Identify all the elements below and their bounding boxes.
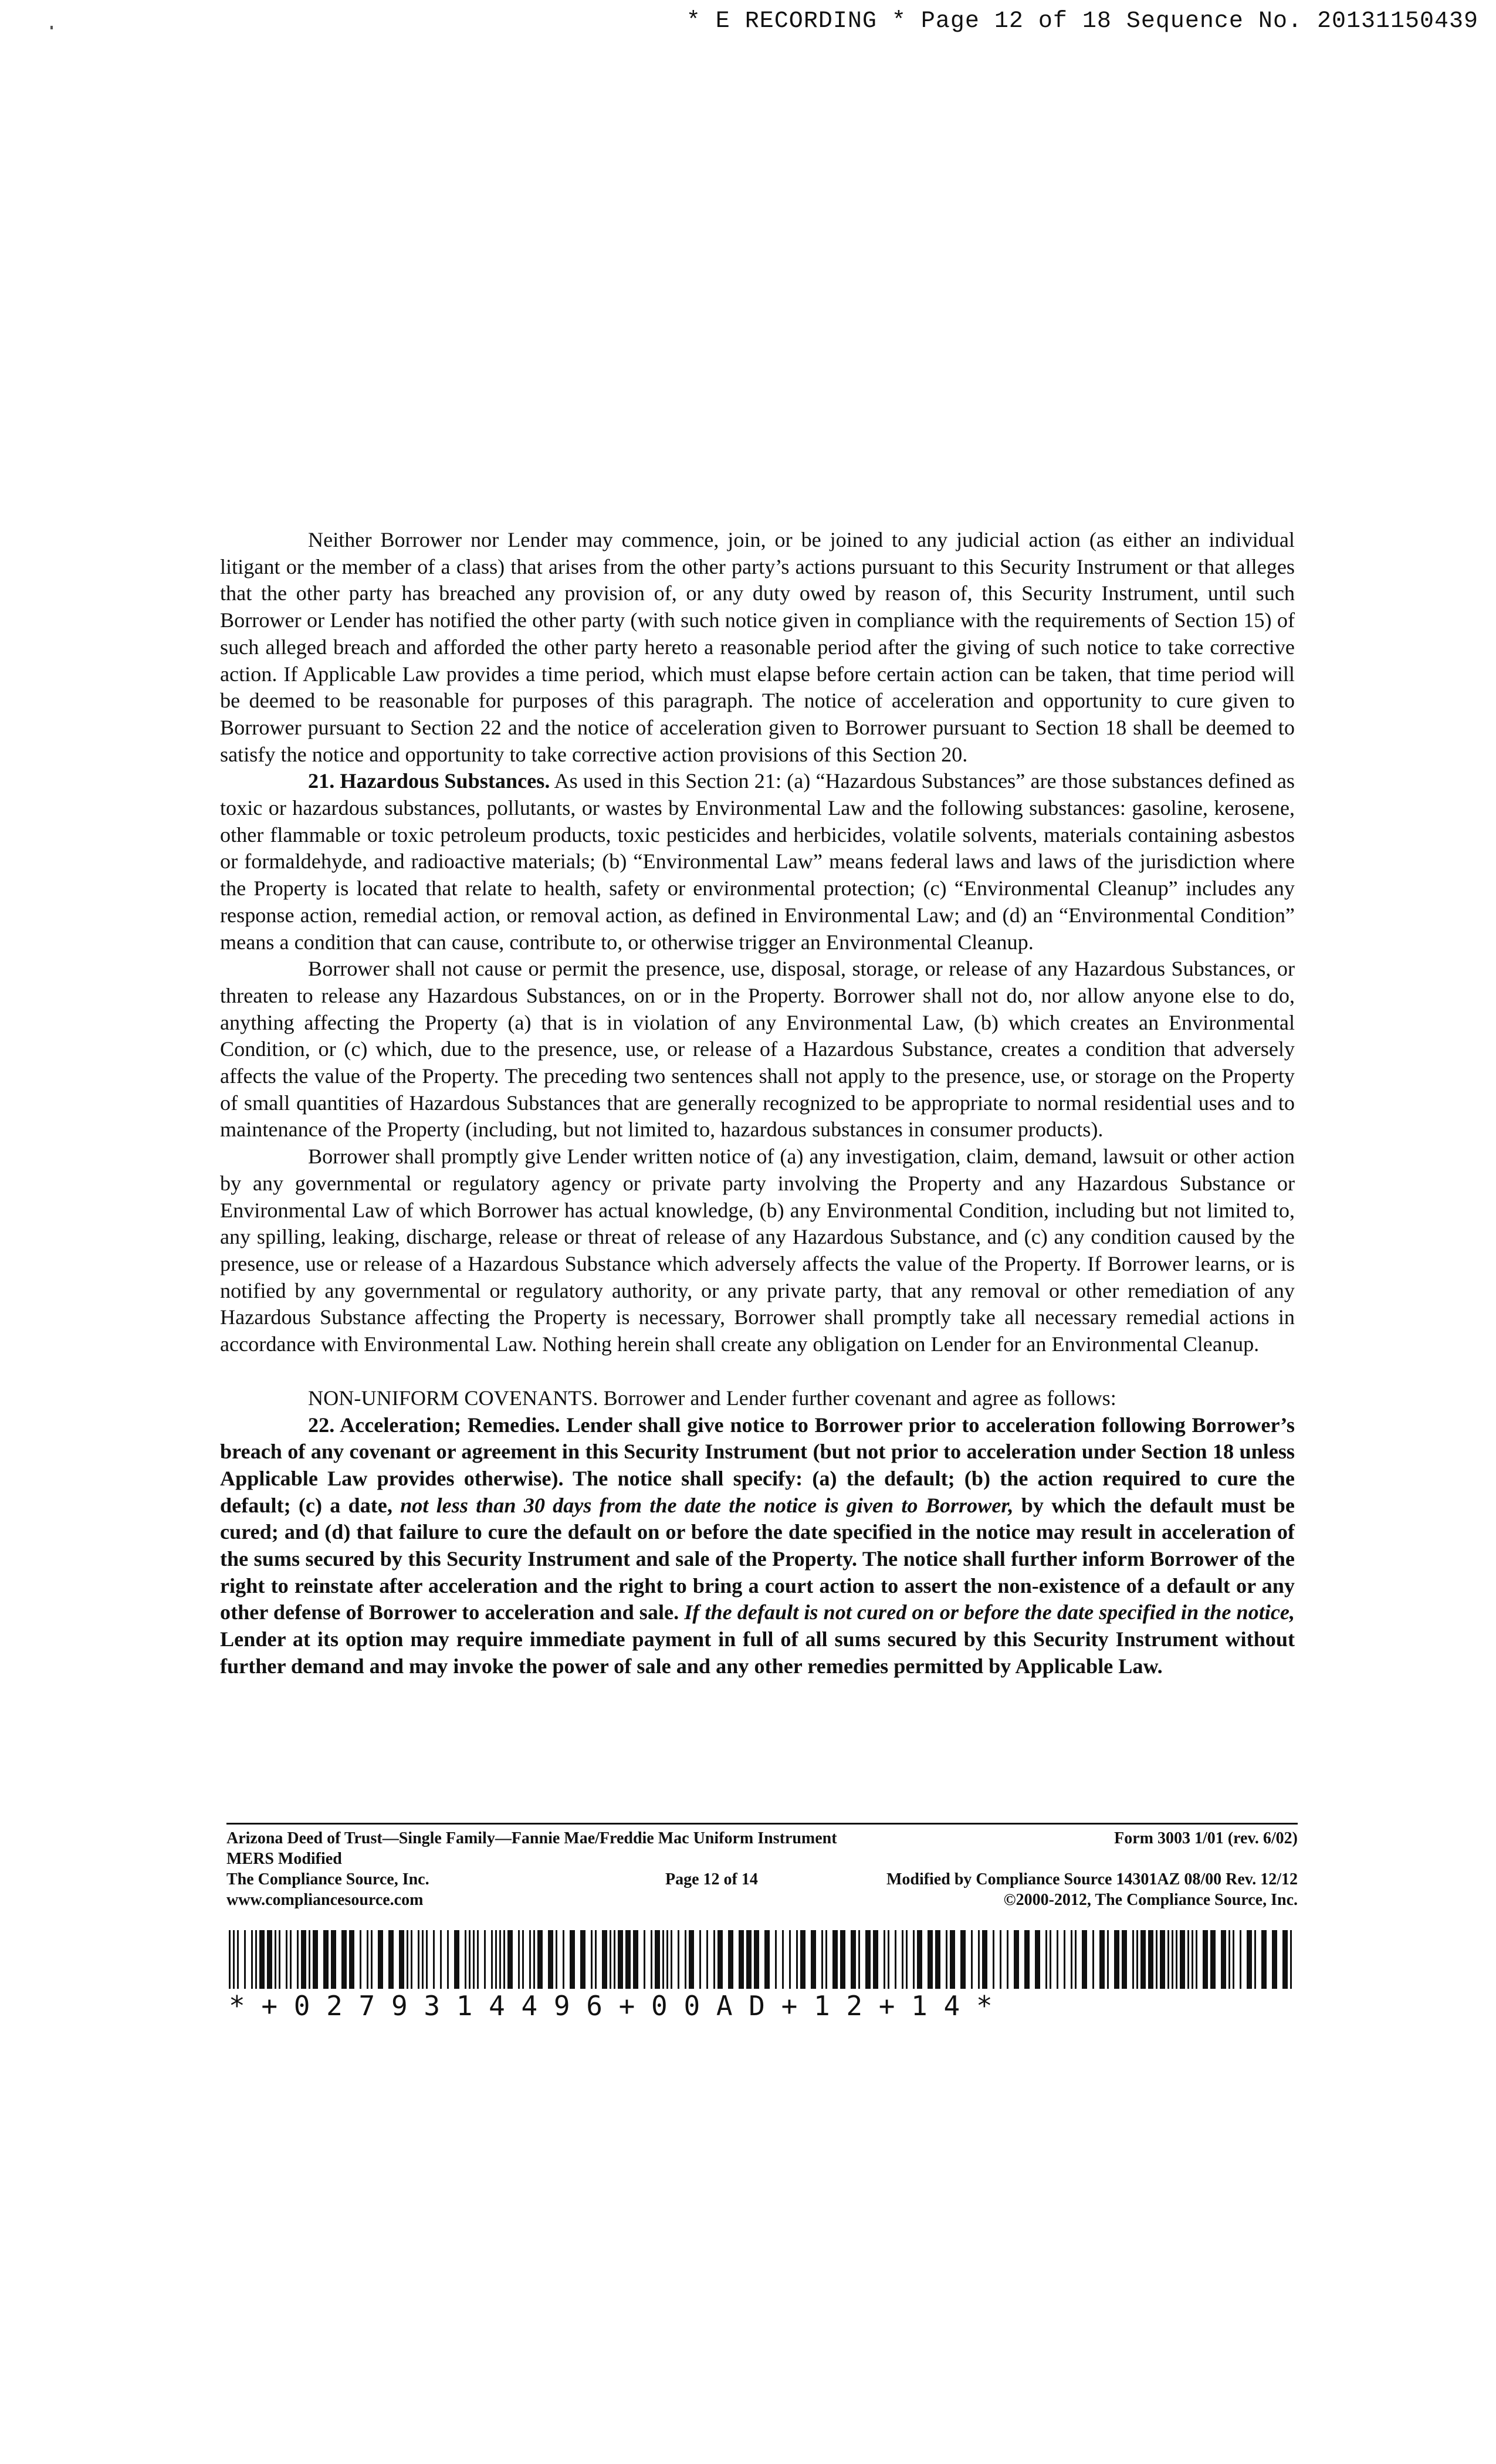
section-text: by which the default must be cured; and (d) that failure to cure the default on or before the date specified in the notice may result in acceleration of the sums secured by this Security Instrument and sale of the Property. The notice shall further inform Borrower of the right to reinstate after acceleration and the right to bring a court action to assert the non-existence of a default or any other defense of Borrower to acceleration and sale.	[220, 1493, 1295, 1624]
page-number: Page 12 of 14	[665, 1870, 758, 1888]
section-text-italic: If the default is not cured on or before the date specified in the notice,	[684, 1600, 1295, 1624]
barcode-bar	[1228, 1930, 1230, 1989]
barcode-bar	[440, 1930, 442, 1989]
barcode-bar	[1240, 1930, 1241, 1989]
section-text: As used in this Section 21: (a) “Hazardous Substances” are those substances defined as toxic or hazardous substances, pollutants, or wastes by Environmental Law and the following substances: gasoline, kerosene, other flammable or toxic petroleum products, toxic pesticides and herbicides, volatile solvents, materials containing asbestos or formaldehyde, and radioactive materials; (b) “Environmental Law” means federal laws and laws of the jurisdiction where the Property is located that relate to health, safety or environmental protection; (c) “Environmental Cleanup” includes any response action, remedial action, or removal action, as defined in Environmental Law; and (d) an “Environmental Condition” means a condition that can cause, contribute to, or otherwise trigger an Environmental Cleanup.	[220, 769, 1295, 954]
barcode-bar	[1233, 1930, 1234, 1989]
barcode-bar	[484, 1930, 486, 1989]
barcode-bar	[595, 1930, 597, 1989]
barcode-bar	[388, 1930, 394, 1989]
barcode-bar	[591, 1930, 593, 1989]
barcode-bar	[821, 1930, 823, 1989]
section-text: Lender at its option may require immediate payment in full of all sums secured by this Security Instrument without further demand and may invoke the power of sale and any other remedies permitted by Applicable Law.	[220, 1627, 1295, 1678]
barcode-bar	[301, 1930, 306, 1989]
barcode-bar	[678, 1930, 679, 1989]
barcode-bar	[764, 1930, 770, 1989]
barcode-bar	[1156, 1930, 1157, 1989]
barcode-bar	[800, 1930, 805, 1989]
form-number: Form 3003 1/01 (rev. 6/02)	[1114, 1829, 1298, 1847]
barcode-bar	[796, 1930, 798, 1989]
barcode-text: * + 0 2 7 9 3 1 4 4 9 6 + 0 0 A D + 1 2 + 1 4 *	[229, 1990, 993, 2022]
paragraph-hazardous-presence: Borrower shall not cause or permit the presence, use, disposal, storage, or release of any Hazardous Substances, or threaten to release any Hazardous Substances, on or in the Property. Borrower shall not do, nor allow anyone else to do, anything affecting the Property (a) that is in violation of any Environmental Law, (b) which creates an Environmental Condition, or (c) which, due to the presence, use, or release of a Hazardous Substance, creates a condition that adversely affects the value of the Property. The preceding two sentences shall not apply to the presence, use, or storage on the Property of small quantities of Hazardous Substances that are generally recognized to be appropriate to normal residential uses and to maintenance of the Property (including, but not limited to, hazardous substances in consumer products).	[220, 957, 1295, 1142]
barcode-bar	[1050, 1930, 1051, 1989]
barcode-bar	[426, 1930, 428, 1989]
barcode-bar	[651, 1930, 652, 1989]
barcode-bar	[313, 1930, 318, 1989]
barcode-bar	[982, 1930, 987, 1989]
barcode-bar	[706, 1930, 708, 1989]
barcode-bar	[1203, 1930, 1208, 1989]
barcode-bar	[407, 1930, 408, 1989]
barcode-bar	[341, 1930, 347, 1989]
recording-header: * E RECORDING * Page 12 of 18 Sequence No. 20131150439	[686, 8, 1478, 35]
paragraph-section-22	[220, 1412, 1295, 1680]
barcode-bar	[906, 1930, 908, 1989]
barcode-bar	[1210, 1930, 1216, 1989]
barcode-bar	[1035, 1930, 1040, 1989]
barcode-bar	[275, 1930, 276, 1989]
barcode-bar	[371, 1930, 373, 1989]
barcode-bar	[618, 1930, 623, 1989]
barcode-bar	[499, 1930, 501, 1989]
section-text: Lender shall give notice to Borrower prior to acceleration following Borrower’s breach of any covenant or agreement in this Security Instrument (but not prior to acceleration under Section 18 unless Applicable Law provides otherwise). The notice shall specify: (a) the default; (b) the action required to cure the default; (c) a date,	[220, 1413, 1295, 1517]
barcode-bar	[1272, 1930, 1277, 1989]
barcode-bar	[349, 1930, 354, 1989]
barcode-bar	[1132, 1930, 1134, 1989]
barcode-bar	[1254, 1930, 1256, 1989]
barcode-bar	[782, 1930, 784, 1989]
barcode-bar	[811, 1930, 816, 1989]
barcode-bar	[477, 1930, 479, 1989]
barcode-bar	[666, 1930, 668, 1989]
section-heading: 22. Acceleration; Remedies.	[308, 1413, 560, 1437]
barcode-bar	[888, 1930, 889, 1989]
barcode-bar	[279, 1930, 280, 1989]
paragraph-section-21	[220, 768, 1295, 956]
barcode-bar	[960, 1930, 966, 1989]
barcode-bar	[1099, 1930, 1105, 1989]
barcode-bar	[865, 1930, 871, 1989]
barcode-bar	[454, 1930, 459, 1989]
barcode-bar	[1148, 1930, 1153, 1989]
barcode-bar	[1075, 1930, 1077, 1989]
barcode-bar	[1187, 1930, 1189, 1989]
barcode-bar	[713, 1930, 715, 1989]
company-name: The Compliance Source, Inc.	[226, 1870, 429, 1888]
barcode-bar	[840, 1930, 845, 1989]
barcode-bar	[399, 1930, 404, 1989]
barcode-bar	[1045, 1930, 1047, 1989]
barcode-bar	[1000, 1930, 1001, 1989]
barcode-bar	[331, 1930, 336, 1989]
barcode-bar	[1107, 1930, 1109, 1989]
barcode-bar	[259, 1930, 265, 1989]
barcode-bar	[556, 1930, 557, 1989]
barcode-bar	[935, 1930, 940, 1989]
barcode-bar	[1160, 1930, 1165, 1989]
barcode-bar	[297, 1930, 299, 1989]
mers-label: MERS Modified	[226, 1850, 342, 1868]
barcode-bar	[503, 1930, 505, 1989]
barcode-bar	[465, 1930, 466, 1989]
barcode-bar	[537, 1930, 543, 1989]
barcode-bar	[851, 1930, 856, 1989]
barcode-bar	[1221, 1930, 1226, 1989]
barcode-bar	[1114, 1930, 1119, 1989]
barcode-bar	[1014, 1930, 1019, 1989]
barcode-bar	[473, 1930, 475, 1989]
barcode-bar	[1290, 1930, 1292, 1989]
barcode-bar	[1261, 1930, 1267, 1989]
section-text-italic: not less than 30 days from the date the notice is given to Borrower,	[400, 1493, 1014, 1517]
barcode-bar	[614, 1930, 615, 1989]
barcode-bar	[1136, 1930, 1138, 1989]
modified-note: Modified by Compliance Source 14301AZ 08/00 Rev. 12/12	[886, 1870, 1298, 1888]
barcode-bar	[858, 1930, 860, 1989]
scan-mark	[50, 26, 53, 29]
barcode-bar	[978, 1930, 980, 1989]
barcode-bar	[884, 1930, 885, 1989]
barcode-bar	[1082, 1930, 1087, 1989]
barcode-bar	[378, 1930, 383, 1989]
barcode-bar	[728, 1930, 733, 1989]
barcode-bar	[895, 1930, 896, 1989]
barcode-bar	[1024, 1930, 1030, 1989]
barcode-bar	[422, 1930, 424, 1989]
barcode-bar	[1007, 1930, 1008, 1989]
barcode-bar	[418, 1930, 419, 1989]
paragraph-section-20-notice: Neither Borrower nor Lender may commence, join, or be joined to any judicial action (as either an individual litigant or the member of a class) that arises from the other party’s actions pursuant to this Security Instrument or that alleges that the other party has breached any provision of, or any duty owed by reason of, this Security Instrument, until such Borrower or Lender has notified the other party (with such notice given in compliance with the requirements of Section 15) of such alleged breach and afforded the other party hereto a reasonable period after the giving of such notice to take corrective action. If Applicable Law provides a time period, which must elapse before certain action can be taken, that time period will be deemed to be reasonable for purposes of this paragraph. The notice of acceleration and opportunity to cure given to Borrower pursuant to Section 22 and the notice of acceleration given to Borrower pursuant to Section 18 shall be deemed to satisfy the notice and opportunity to take corrective action provisions of this Section 20.	[220, 528, 1295, 766]
barcode-bar	[902, 1930, 903, 1989]
footer-divider	[226, 1823, 1298, 1825]
barcode-bar	[548, 1930, 553, 1989]
barcode-bar	[789, 1930, 791, 1989]
barcode-bar	[971, 1930, 973, 1989]
barcode-bar	[290, 1930, 292, 1989]
barcode-bar	[633, 1930, 638, 1989]
barcode-bar	[244, 1930, 246, 1989]
barcode-bar	[518, 1930, 520, 1989]
barcode-bar	[1140, 1930, 1146, 1989]
copyright: ©2000-2012, The Compliance Source, Inc.	[1003, 1891, 1298, 1909]
barcode-bar	[832, 1930, 838, 1989]
barcode-bar	[1180, 1930, 1185, 1989]
barcode-bar	[1196, 1930, 1197, 1989]
section-heading: 21. Hazardous Substances.	[308, 769, 550, 793]
barcode-bar	[775, 1930, 777, 1989]
barcode-bar	[950, 1930, 955, 1989]
barcode-bar	[237, 1930, 239, 1989]
barcode-bar	[1176, 1930, 1177, 1989]
barcode-bar	[662, 1930, 664, 1989]
form-title: Arizona Deed of Trust—Single Family—Fannie Mae/Freddie Mac Uniform Instrument	[226, 1829, 837, 1847]
website: www.compliancesource.com	[226, 1891, 424, 1909]
barcode-bar	[717, 1930, 723, 1989]
barcode-bar	[1092, 1930, 1094, 1989]
barcode	[229, 1930, 1297, 1989]
barcode-bar	[602, 1930, 607, 1989]
barcode-bar	[928, 1930, 933, 1989]
barcode-bar	[495, 1930, 497, 1989]
barcode-bar	[507, 1930, 513, 1989]
barcode-bar	[286, 1930, 287, 1989]
barcode-bar	[1057, 1930, 1058, 1989]
barcode-bar	[1064, 1930, 1065, 1989]
barcode-bar	[323, 1930, 329, 1989]
barcode-bar	[469, 1930, 471, 1989]
barcode-bar	[360, 1930, 361, 1989]
barcode-bar	[533, 1930, 535, 1989]
barcode-bar	[689, 1930, 694, 1989]
barcode-bar	[433, 1930, 435, 1989]
page-footer	[226, 1828, 1298, 1910]
barcode-bar	[1282, 1930, 1288, 1989]
barcode-bar	[754, 1930, 759, 1989]
barcode-bar	[913, 1930, 915, 1989]
barcode-bar	[563, 1930, 564, 1989]
document-body	[220, 527, 1295, 1680]
barcode-bar	[522, 1930, 524, 1989]
barcode-bar	[873, 1930, 878, 1989]
paragraph-hazardous-notice: Borrower shall promptly give Lender written notice of (a) any investigation, claim, demand, lawsuit or other action by any governmental or regulatory agency or private party involving the Property and any Hazardous Substance or Environmental Law of which Borrower has actual knowledge, (b) any Environmental Condition, including but not limited to, any spilling, leaking, discharge, release or threat of release of any Hazardous Substance, and (c) any condition caused by the presence, use or release of a Hazardous Substance which adversely affects the value of the Property. If Borrower learns, or is notified by any governmental or regulatory authority, or any private party, that any removal or other remediation of any Hazardous Substance affecting the Property is necessary, Borrower shall promptly take all necessary remedial actions in accordance with Environmental Law. Nothing herein shall create any obligation on Lender for an Environmental Cleanup.	[220, 1145, 1295, 1356]
barcode-bar	[917, 1930, 922, 1989]
barcode-bar	[685, 1930, 686, 1989]
barcode-bar	[825, 1930, 827, 1989]
barcode-bar	[746, 1930, 752, 1989]
barcode-bar	[1122, 1930, 1127, 1989]
barcode-bar	[671, 1930, 672, 1989]
barcode-bar	[411, 1930, 412, 1989]
barcode-bar	[255, 1930, 257, 1989]
barcode-bar	[1247, 1930, 1252, 1989]
barcode-bar	[644, 1930, 645, 1989]
barcode-bar	[625, 1930, 631, 1989]
barcode-bar	[1167, 1930, 1169, 1989]
barcode-bar	[946, 1930, 947, 1989]
barcode-bar	[251, 1930, 253, 1989]
barcode-bar	[655, 1930, 660, 1989]
barcode-bar	[610, 1930, 611, 1989]
barcode-bar	[1192, 1930, 1193, 1989]
barcode-bar	[447, 1930, 449, 1989]
barcode-bar	[267, 1930, 272, 1989]
barcode-bar	[580, 1930, 585, 1989]
barcode-bar	[229, 1930, 231, 1989]
barcode-bar	[1172, 1930, 1173, 1989]
barcode-bar	[309, 1930, 310, 1989]
barcode-bar	[367, 1930, 368, 1989]
barcode-bar	[529, 1930, 531, 1989]
barcode-bar	[699, 1930, 701, 1989]
barcode-bar	[993, 1930, 994, 1989]
barcode-bar	[739, 1930, 744, 1989]
barcode-bar	[570, 1930, 575, 1989]
barcode-bar	[1071, 1930, 1072, 1989]
barcode-bar	[491, 1930, 493, 1989]
barcode-bar	[233, 1930, 235, 1989]
paragraph-non-uniform-covenants: NON-UNIFORM COVENANTS. Borrower and Lender further covenant and agree as follows:	[308, 1386, 1116, 1410]
